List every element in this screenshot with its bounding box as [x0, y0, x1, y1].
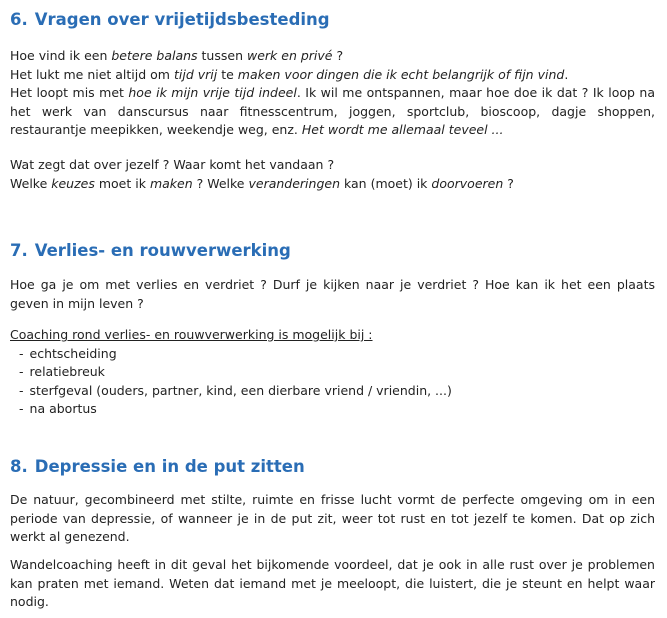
section-6-line-1: [10, 47, 655, 66]
emphasis-run: maken: [149, 175, 193, 191]
section-6-question-2: [10, 175, 655, 194]
section-6-number: 6.: [10, 10, 28, 29]
section-7-list-title: Coaching rond verlies- en rouwverwerking is mogelijk bij :: [10, 327, 373, 342]
emphasis-run: betere balans: [111, 48, 198, 63]
text-run: tussen: [197, 48, 247, 63]
dash-bullet: -: [19, 382, 24, 398]
section-6-title: Vragen over vrijetijdsbesteding: [34, 10, 330, 29]
list-item: [19, 382, 655, 401]
section-6-paragraph-2: [10, 156, 655, 193]
list-item: [19, 400, 655, 419]
section-7-list: [10, 345, 655, 419]
text-run: .: [564, 66, 569, 82]
emphasis-run: hoe ik mijn vrije tijd indeel: [128, 85, 297, 100]
text-run: te: [217, 66, 238, 82]
emphasis-run: doorvoeren: [431, 175, 504, 191]
text-run: Het loopt mis met: [10, 85, 129, 100]
text-run: Welke: [10, 175, 52, 191]
section-8-number: 8.: [10, 457, 28, 476]
emphasis-run: veranderingen: [248, 175, 341, 191]
list-item-text: echtscheiding: [29, 345, 117, 361]
text-run: . Ik wil me ontspannen, maar hoe doe ik dat ? Ik loop na het werk van danscursus naar fitnesscentrum, joggen, sportclub, bioscoop, dagje shoppen, restaurantje meepikken, weekendje weg, enz.: [10, 85, 655, 137]
dash-bullet: -: [19, 345, 24, 361]
text-run: Het lukt me niet altijd om: [10, 66, 174, 82]
list-item-text: na abortus: [29, 401, 97, 416]
section-6-paragraph-1: [10, 47, 655, 140]
section-8-heading: [10, 456, 305, 478]
emphasis-run: keuzes: [51, 175, 95, 191]
text-run: Hoe vind ik een: [10, 48, 112, 63]
text-run: moet ik: [94, 175, 150, 191]
emphasis-run: werk en privé: [246, 48, 333, 63]
section-8-paragraph-1: De natuur, gecombineerd met stilte, ruimte en frisse lucht vormt de perfecte omgeving om in een periode van depressie, of wanneer je in de put zit, weer tot rust en tot jezelf te komen. Dat op zich werkt al genezend.: [10, 492, 655, 544]
dash-bullet: -: [19, 401, 24, 416]
section-8-paragraph-2: Wandelcoaching heeft in dit geval het bijkomende voordeel, dat je ook in alle rust over je problemen kan praten met iemand. Weten dat iemand met je meeloopt, die luistert, die je steunt en helpt waar nodig.: [10, 557, 655, 609]
list-item: [19, 345, 655, 364]
text-run: ? Welke: [192, 175, 249, 191]
text-run: kan (moet) ik: [340, 175, 432, 191]
emphasis-run: maken voor dingen die ik echt belangrijk of fijn vind: [237, 66, 565, 82]
section-7-number: 7.: [10, 241, 28, 260]
section-7-list-block: [10, 326, 655, 419]
list-item: [19, 363, 655, 382]
dash-bullet: -: [19, 364, 24, 379]
text-run: ?: [332, 48, 344, 63]
section-7-heading: [10, 240, 291, 262]
section-6-heading: [10, 9, 330, 31]
list-item-text: relatiebreuk: [29, 364, 105, 379]
emphasis-run: tijd vrij: [173, 66, 218, 82]
emphasis-run: Het wordt me allemaal teveel ...: [301, 122, 504, 137]
section-8-title: Depressie en in de put zitten: [34, 457, 305, 476]
section-7-paragraph-1: Hoe ga je om met verlies en verdriet ? Durf je kijken naar je verdriet ? Hoe kan ik het een plaats geven in mijn leven ?: [10, 277, 655, 311]
list-item-text: sterfgeval (ouders, partner, kind, een dierbare vriend / vriendin, ...): [29, 382, 452, 398]
section-6-line-3: [10, 84, 655, 140]
section-6-question-1: Wat zegt dat over jezelf ? Waar komt het vandaan ?: [10, 157, 335, 172]
section-7-title: Verlies- en rouwverwerking: [34, 241, 291, 260]
text-run: ?: [503, 175, 514, 191]
section-6-line-2: [10, 66, 655, 85]
